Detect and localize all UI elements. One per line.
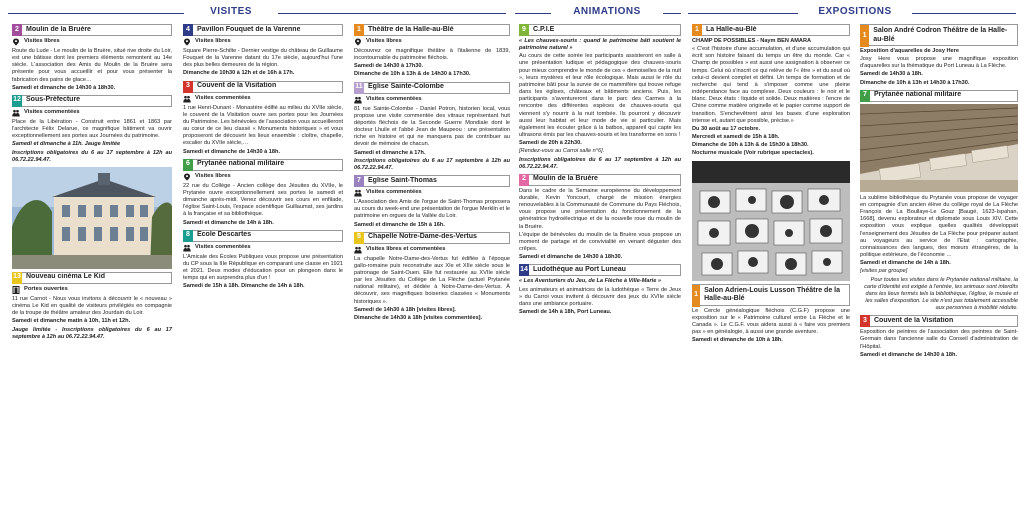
column-4 bbox=[515, 24, 685, 507]
entry-header bbox=[519, 24, 681, 36]
entry-text: Les animateurs et animatrices de la ludothèque « Terre de Jeux » du Carroi vous invitent à découvrir des jeux du XVIIe siècle dans une ambiance portuaire. bbox=[519, 286, 681, 307]
entry-sub-label: Visites commentées bbox=[195, 243, 251, 250]
column-2 bbox=[179, 24, 347, 507]
entry-number: 2 bbox=[519, 174, 529, 186]
entry-schedule: Samedi et dimanche de 15h à 16h. bbox=[354, 221, 445, 228]
entry-subtitle bbox=[183, 38, 343, 46]
entry-title: Moulin de la Bruère bbox=[533, 175, 598, 183]
entry-number: 1 bbox=[354, 24, 364, 36]
entry-number: 11 bbox=[354, 82, 364, 94]
entry-title: Prytanée national militaire bbox=[874, 91, 962, 99]
entry-schedule: Du 30 août au 17 octobre. bbox=[692, 125, 761, 132]
entry-number: 7 bbox=[860, 90, 870, 102]
entry-title: Théâtre de la Halle-au-Blé bbox=[368, 25, 454, 33]
entry-text: 81 rue Sainte-Colombe - Daniel Potron, historien local, vous propose une visite commentée des vitraux représentant huit déportés fléchois de la Seconde Guerre Mondiale dont le docteur Lhuile et l'abbé Jean de Maupeou : une présentation riche en histoire et qui ne manquera pas de contribuer au devoir de mémoire de chacun. bbox=[354, 105, 510, 148]
entry-sub-label: Visites commentées bbox=[366, 95, 422, 102]
door-icon bbox=[12, 286, 20, 294]
entry-number: 7 bbox=[354, 175, 364, 187]
entry-theatre-halle-visite bbox=[354, 24, 510, 79]
entry-salon-lusson bbox=[692, 284, 850, 345]
expositions-rule-left bbox=[688, 13, 798, 14]
entry-text: Place de la Libération - Construit entre 1861 et 1863 par l'architecte Félix Delarue, ce magnifique bâtiment va ouvrir exceptionnellement ses portes aux Journées du patrimoine. bbox=[12, 118, 172, 140]
entry-number: 2 bbox=[12, 24, 22, 36]
entry-halle-au-ble-expo bbox=[692, 24, 850, 158]
entry-number: 1 bbox=[692, 24, 702, 36]
entry-sub-label: Visites libres et commentées bbox=[366, 245, 446, 252]
entry-schedule-2: Dimanche de 10h à 13h & de 14h30 à 17h30. bbox=[354, 71, 471, 78]
entry-schedule: Samedi et dimanche à 11h. Jauge limitée bbox=[12, 141, 121, 148]
people-icon bbox=[183, 244, 191, 252]
entry-text: Dans le cadre de la Semaine européenne du développement durable, Kevin Yoncourt, chargé de mission énergies renouvelables à la Communauté de Commune du Pays Fléchois, vous propose une présentation du fonctionnement de la génératrice hydroélectrique et de la nouvelle roue du moulin de la Bruère. bbox=[519, 187, 681, 230]
entry-header bbox=[183, 230, 343, 242]
entry-header bbox=[354, 232, 510, 244]
entry-title: Sous-Préfecture bbox=[26, 96, 81, 104]
entry-subtitle bbox=[354, 38, 510, 46]
entry-title: Moulin de la Bruère bbox=[26, 25, 91, 33]
entry-moulin-bruere-animation bbox=[519, 174, 681, 262]
entry-number: 8 bbox=[183, 230, 193, 242]
entry-text: Au cours de cette soirée les participants assisteront en salle à une présentation ludique et pédagogique des chauves-souris pour mieux comprendre le monde de ces « demoiselles de la nuit », leurs mystères et leur rôle écologique. Mais aussi le rôle du patrimoine bâti pour la survie de ce mammifère qui trouve refuge dans les églises, châteaux et bâtiments anciens. Puis, les participants s'aventureront dans le parc des Carmes à la rencontre des différentes espèces de chauves-souris qui viennent s'y nourrir à la nuit tombée. Ils pourront y découvrir aussi leur habitat et leur mode de vie si particulier. Mais également les écouter grâce à la batbox, appareil qui capte les ultrasons émis par les chauves-souris et les transforme en sons ! bbox=[519, 53, 681, 139]
entry-title: Couvent de la Visitation bbox=[197, 82, 277, 90]
entry-header bbox=[860, 315, 1018, 327]
entry-schedule-2: Dimanche de 10h à 13h et 14h30 à 17h30. bbox=[860, 79, 970, 86]
entry-title: Chapelle Notre-Dame-des-Vertus bbox=[368, 233, 477, 241]
entry-number: 1 bbox=[692, 285, 700, 307]
entry-schedule: Samedi et dimanche matin à 10h, 11h et 12h. bbox=[12, 318, 131, 325]
entry-schedule: Samedi de 14h30 à 17h30. bbox=[354, 63, 424, 70]
section-expositions: EXPOSITIONS bbox=[800, 6, 910, 20]
entry-schedule: Samedi de 14h à 18h, Port Luneau. bbox=[519, 309, 612, 315]
entry-number: 3 bbox=[183, 81, 193, 93]
map-pin-icon bbox=[183, 38, 191, 46]
entry-schedule: Samedi de 20h à 22h30. bbox=[519, 140, 582, 147]
entry-subtitle bbox=[354, 189, 510, 197]
entry-text: Découvrez ce magnifique théâtre à l'italienne de 1839, incontournable du patrimoine fléchois. bbox=[354, 48, 510, 62]
map-pin-icon bbox=[354, 38, 362, 46]
entry-header bbox=[519, 174, 681, 186]
entry-cinema-le-kid bbox=[12, 272, 172, 341]
map-pin-icon bbox=[183, 173, 191, 181]
entry-text: La sublime bibliothèque du Prytanée vous propose de voyager en compagnie d'un ancien élève du collège royal de La Flèche François de La Boullaye-Le Gouz [Baugé, 1623-Ispahan, 1668], devenu explorateur et diplomate sous Louis XIV. Cette exposition vous explique quelles qualités développait l'enseignement des Jésuites de La Flèche pour préparer autant au voyageurs au service de l'Etat : cartographie, connaissances des langues, des mœurs étrangères, de la politique extérieure, de l'économie … bbox=[860, 194, 1018, 259]
entry-schedule: Samedi et dimanche à 17h. bbox=[354, 149, 426, 156]
entry-schedule: Dimanche de 10h30 à 12h et de 16h à 17h. bbox=[183, 70, 295, 77]
entry-couvent-visitation-visite bbox=[183, 81, 343, 156]
entry-number: 6 bbox=[183, 159, 193, 171]
entry-sub-label: Visites commentées bbox=[24, 109, 80, 116]
entry-schedule: Samedi et dimanche de 14h30 à 18h30. bbox=[519, 254, 623, 261]
entry-registration: Inscriptions obligatoires du 6 au 17 septembre à 12h au 06.72.22.94.47. bbox=[519, 156, 681, 170]
entry-schedule: Samedi de 14h30 à 18h [visites libres]. bbox=[354, 306, 456, 313]
entry-text: La chapelle Notre-Dame-des-Vertus fut édifiée à l'époque gallo-romaine puis reconstruite aux XIe et XIIe siècle sous le patronage de Saint-Ouen. Elle fut restaurée au XVIIe siècle par les Jésuites du Collège de La Flèche (actuel Prytanée national militaire), et dédiée à Notre-Dame-des-Vertus. À découvrir, ses magnifiques boiseries classées « Monuments historiques ». bbox=[354, 255, 510, 305]
animations-rule-right bbox=[663, 13, 681, 14]
entry-header bbox=[183, 24, 343, 36]
entry-sub-label: Visites libres bbox=[195, 38, 231, 45]
animations-rule-left bbox=[515, 13, 551, 14]
entry-title: Église Saint-Thomas bbox=[368, 176, 437, 184]
entry-header bbox=[354, 24, 510, 36]
entry-subtitle bbox=[354, 246, 510, 254]
entry-schedule: Samedi et dimanche de 14h30 à 18h. bbox=[860, 351, 958, 358]
entry-head: Exposition d'aquarelles de Josy Here bbox=[860, 48, 959, 54]
map-pin-icon bbox=[12, 38, 20, 46]
column-5 bbox=[688, 24, 854, 507]
entry-eglise-sainte-colombe bbox=[354, 82, 510, 172]
entry-header bbox=[183, 159, 343, 171]
entry-header bbox=[354, 175, 510, 187]
entry-sub-label: Visites libres bbox=[195, 173, 231, 180]
entry-text: Exposition de peintres de l'association des peintres de Saint-Germain dans l'ancienne salle du Conseil d'administration de l'Hôpital. bbox=[860, 329, 1018, 350]
section-animations: ANIMATIONS bbox=[552, 6, 662, 20]
entry-number: 4 bbox=[183, 24, 193, 36]
entry-subtitle bbox=[12, 38, 172, 46]
entry-text: Route du Lude - Le moulin de la Bruère, situé rive droite du Loir, est une bâtisse dont les premiers éléments remontent au 14e siècle. L'association des Amis du Moulin de la Bruère sera présente pour vous accueillir et pour vous présenter la fabrication des pains de glace… bbox=[12, 48, 172, 83]
ink-artwork-photo bbox=[692, 161, 850, 281]
entry-schedule: Samedi de 15h à 18h. Dimanche de 14h à 18h. bbox=[183, 283, 305, 290]
entry-ecole-descartes bbox=[183, 230, 343, 291]
column-6 bbox=[856, 24, 1022, 507]
entry-text: L'Amicale des Écoles Publiques vous propose une présentation du CP sous la IIIe République en comparant une classe en 1921 et 2021. Deux modes d'éducation pour un plongeon dans le temps qui en surprendra plus d'un ! bbox=[183, 253, 343, 282]
entry-registration: Jauge limitée - Inscriptions obligatoires du 6 au 17 septembre à 12h au 06.72.22.94.47. bbox=[12, 326, 172, 340]
entry-sub-label: Visites commentées bbox=[366, 189, 422, 196]
entry-number: 14 bbox=[519, 264, 529, 276]
people-icon bbox=[183, 95, 191, 103]
entry-title: Salon Adrien-Louis Lusson Théâtre de la Halle-au-Blé bbox=[704, 286, 840, 303]
entry-subtitle bbox=[12, 286, 172, 294]
entry-group-note: [visites par groupe] bbox=[860, 268, 908, 275]
entry-text: « C'est l'histoire d'une accumulation, et d'une accumulation qui écrit son histoire faisant du temps un être du monde. Car « Champ de possibles » est aussi une assignation à observer ce temps. Celui où s'inscrit ce qui relève de l'« être » et du seuil où celui-ci devient complet et défini. Un temps de formation et de recherche qui tend à s'imposer comme une pleine indépendance face au complexe. Deux couleurs : le noir et le blanc. Deux états : liquide et solide. Deux matières : l'encre de Chine comme matière originelle et le papier comme support de transition. S'enchevêtrent ainsi les bases d'une exploration intense et, autant que possible, précise.» bbox=[692, 46, 850, 124]
entry-header bbox=[354, 82, 510, 94]
entry-location: [Rendez-vous au Carroi salle n°6]. bbox=[519, 148, 605, 155]
entry-prytanee-visite bbox=[183, 159, 343, 227]
entry-header bbox=[519, 264, 681, 276]
entry-schedule: Samedi et dimanche de 10h à 18h. bbox=[692, 337, 783, 344]
entry-title: Pavillon Fouquet de la Varenne bbox=[197, 25, 301, 33]
entry-schedule-2: Dimanche de 14h30 à 18h [visites commentées]. bbox=[354, 314, 483, 321]
entry-subtitle bbox=[183, 95, 343, 103]
entry-title: Ludothèque au Port Luneau bbox=[533, 265, 626, 273]
entry-header bbox=[860, 90, 1018, 102]
entry-header bbox=[692, 284, 850, 306]
entry-lead: « Les chauves-souris : quand le patrimoine bâti soutient le patrimoine naturel » bbox=[519, 38, 681, 52]
column-1 bbox=[8, 24, 176, 507]
entry-prytanee-expo bbox=[860, 90, 1018, 313]
entry-header bbox=[692, 24, 850, 36]
entry-number: 3 bbox=[860, 315, 870, 327]
entry-text: 22 rue du Collège - Ancien collège des Jésuites du XVIIe, le Prytanée ouvre exceptionnellement ses portes le samedi et dimanche après-midi. Venez découvrir ses cours en enfilade, l'église Saint-Louis, l'espace scientifique Guillaumat, ses jardins à la française et sa bibliothèque. bbox=[183, 182, 343, 218]
entry-couvent-visitation-expo bbox=[860, 315, 1018, 359]
entry-title: Église Sainte-Colombe bbox=[368, 83, 444, 91]
entry-title: Salon André Codron Théâtre de la Halle-au-Blé bbox=[873, 27, 1008, 43]
entry-eglise-saint-thomas bbox=[354, 175, 510, 229]
entry-cpie bbox=[519, 24, 681, 171]
entry-schedule: Samedi de 14h30 à 18h. bbox=[860, 71, 923, 78]
entry-ludotheque bbox=[519, 264, 681, 316]
entry-sub-label: Visites libres bbox=[24, 38, 60, 45]
entry-text-2: L'équipe de bénévoles du moulin de la Bruère vous propose un moment de partage et de convivialité en venant déguster des crêpes. bbox=[519, 231, 681, 253]
entry-header bbox=[12, 24, 172, 36]
entry-header bbox=[12, 95, 172, 107]
entry-chapelle-notre-dame bbox=[354, 232, 510, 322]
entry-number: 1 bbox=[860, 25, 869, 47]
entry-schedule: Samedi et dimanche de 14h à 18h. bbox=[183, 219, 274, 226]
entry-subtitle bbox=[12, 109, 172, 117]
entry-salon-codron bbox=[860, 24, 1018, 87]
library-photo bbox=[860, 104, 1018, 192]
entry-sub-label: Portes ouvertes bbox=[24, 286, 68, 293]
people-icon bbox=[354, 96, 362, 104]
entry-number: 5 bbox=[354, 232, 364, 244]
entry-schedule: Samedi et dimanche de 14h30 à 18h30. bbox=[12, 84, 116, 91]
entry-text: Le Cercle généalogique fléchois (C.G.F) propose une exposition sur le « Patrimoine culturel entre La Flèche et le Canada ». Le C.G.F. vous aidera aussi à « faire vos premiers pas » en généalogie, à aussi une grande aventure. bbox=[692, 307, 850, 335]
entry-pavillon-fouquet bbox=[183, 24, 343, 78]
entry-header bbox=[860, 24, 1018, 46]
entry-title: Couvent de la Visitation bbox=[874, 316, 954, 324]
entry-title: La Halle-au-Blé bbox=[706, 25, 757, 33]
entry-text: Square Pierre-Schilte - Dernier vestige du château de Guillaume Fouquet de la Varenne datant du 17e siècle, aujourd'hui l'une des plus belles demeures de la région. bbox=[183, 48, 343, 69]
entry-sub-label: Visites libres bbox=[366, 38, 402, 45]
entry-moulin-bruere-visite bbox=[12, 24, 172, 92]
entry-number: 9 bbox=[519, 24, 529, 36]
entry-registration: Inscriptions obligatoires du 6 au 17 septembre à 12h au 06.72.22.94.47. bbox=[12, 149, 172, 163]
entry-schedule-2: Mercredi et samedi de 15h à 18h. bbox=[692, 134, 780, 141]
entry-text: 11 rue Carnot - Nous vous invitons à découvrir le « nouveau » cinéma Le Kid en qualité de visiteurs privilégiés en compagnie de la troupe de théâtre amateur des Jourdain du Loir. bbox=[12, 295, 172, 317]
entry-title: École Descartes bbox=[197, 231, 252, 239]
people-icon bbox=[354, 246, 362, 254]
entry-lead: « Les Aventuriers du Jeu, de La Flèche à Ville-Marie » bbox=[519, 278, 661, 285]
section-visites: VISITES bbox=[186, 6, 276, 20]
expositions-rule-right bbox=[912, 13, 1016, 14]
visites-rule-right bbox=[278, 13, 506, 14]
entry-title: Prytanée national militaire bbox=[197, 160, 285, 168]
entry-schedule: Samedi et dimanche de 14h à 18h. bbox=[860, 260, 951, 267]
visites-rule-left bbox=[8, 13, 184, 14]
entry-subtitle bbox=[354, 96, 510, 104]
entry-sub-label: Visites commentées bbox=[195, 94, 251, 101]
sous-prefecture-photo bbox=[12, 167, 172, 269]
entry-title: Nouveau cinéma Le Kid bbox=[26, 273, 105, 281]
entry-subtitle bbox=[183, 173, 343, 181]
entry-head: CHAMP DE POSSIBLES - Naym BEN AMARA bbox=[692, 38, 812, 44]
entry-schedule-3: Dimanche de 10h à 13h & de 15h30 à 18h30. bbox=[692, 142, 809, 149]
entry-sous-prefecture bbox=[12, 95, 172, 164]
entry-access-note: Pour toutes les visites dans le Prytanée national militaire, la carte d'identité est exigée à l'entrée, les animaux sont interdits dans les lieux fermés tels la bibliothèque, l'église, le musée et les salles d'exposition. Le site n'est pas totalement accessible aux personnes à mobilité réduite. bbox=[864, 276, 1018, 312]
entry-schedule: Samedi et dimanche de 14h30 à 18h. bbox=[183, 148, 281, 155]
entry-text: Josy Here vous propose une magnifique exposition d'aquarelles sur la thématique du Port Luneau à La Flèche. bbox=[860, 56, 1018, 70]
entry-number: 13 bbox=[12, 272, 22, 284]
column-3 bbox=[350, 24, 514, 507]
people-icon bbox=[354, 189, 362, 197]
entry-header bbox=[183, 81, 343, 93]
entry-number: 12 bbox=[12, 95, 22, 107]
people-icon bbox=[12, 109, 20, 117]
entry-title: C.P.I.E bbox=[533, 25, 555, 33]
entry-subtitle bbox=[183, 244, 343, 252]
entry-text: 1 rue Henri-Dunant - Monastère édifié au milieu du XVIIe siècle, le couvent de la Visitation ouvre ses portes pour les Journées du Patrimoine. Les bénévoles de l'association vous accueilleront au cœur de ce lieu classé « Monuments historiques » et vous proposeront de découvrir les lieux ensemble : cloître, chapelle, escalier du XVIIe siècle,… bbox=[183, 104, 343, 147]
entry-registration: Inscriptions obligatoires du 6 au 17 septembre à 12h au 06.72.22.94.47. bbox=[354, 157, 510, 171]
entry-text: L'Association des Amis de l'orgue de Saint-Thomas proposera au cours du week-end une présentation de l'orgue Merklin et le patrimoine en orgues de la Vallée du Loir. bbox=[354, 199, 510, 220]
entry-schedule-4: Nocturne musicale (Voir rubrique spectacles). bbox=[692, 150, 814, 157]
entry-header bbox=[12, 272, 172, 284]
